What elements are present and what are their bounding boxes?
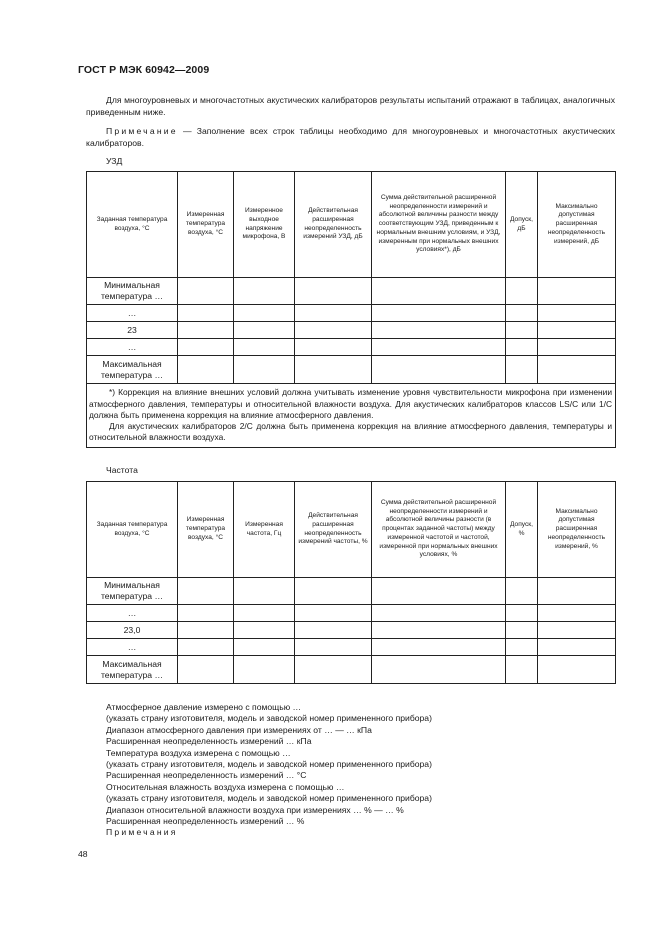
table-header-row [87,482,616,578]
row-label: 23 [87,322,178,339]
info-line: (указать страну изготовителя, модель и заводской номер примененного прибора) [106,759,432,770]
header-cell: Заданная температура воздуха, °С [87,482,178,578]
header-cell: Измеренное выходное напряжение микрофона, В [234,172,295,278]
header-cell: Измеренная частота, Гц [234,482,295,578]
info-line: Диапазон атмосферного давления при измерениях от … — … кПа [106,724,372,735]
notes-heading: Примечания [106,827,178,838]
table-row [87,622,616,639]
header-cell: Максимально допустимая расширенная неопределенность измерений, % [538,482,616,578]
info-line: Температура воздуха измерена с помощью … [106,747,291,758]
info-line: (указать страну изготовителя, модель и заводской номер примененного прибора) [106,713,432,724]
row-label: Максимальная температура … [87,356,178,384]
table-row [87,278,616,305]
row-label: … [87,605,178,622]
row-label: … [87,639,178,656]
footnote-row [87,384,616,448]
row-label: Максимальная температура … [87,656,178,684]
spl-table [86,171,616,448]
info-line: Расширенная неопределенность измерений … кПа [106,736,312,747]
header-cell: Сумма действительной расширенной неопределенности измерений и абсолютной величины разности (в процентах заданной частоты) между измеренной частотой и частотой, измеренной при нормальных внешних условиях, % [372,482,506,578]
measurement-info [106,702,626,839]
header-cell: Допуск, дБ [506,172,538,278]
info-line: Диапазон относительной влажности воздуха при измерениях … % — … % [106,804,404,815]
table2-label: Частота [106,465,138,475]
info-line: Атмосферное давление измерено с помощью … [106,702,302,712]
info-line: Расширенная неопределенность измерений … % [106,816,305,827]
info-line: Расширенная неопределенность измерений … °С [106,770,307,781]
table-row [87,339,616,356]
table-row [87,305,616,322]
intro-note [86,125,615,149]
table-row [87,605,616,622]
header-cell: Заданная температура воздуха, °С [87,172,178,278]
note-label: Примечание [106,126,178,136]
header-cell: Сумма действительной расширенной неопределенности измерений и абсолютной величины разности между соответствующим УЗД, приведенным к нормальным внешним условиям, и УЗД, измеренным при нормальных внешних условиях*), дБ [372,172,506,278]
header-cell: Измеренная температура воздуха, °С [178,482,234,578]
row-label: 23,0 [87,622,178,639]
footnote-1: *) Коррекция на влияние внешних условий должна учитывать изменение уровня чувствительности микрофона при изменении атмосферного давления, температуры и относительной влажности воздуха. Для акустических калибраторов классов LS/C или 1/C должна быть применена коррекция на влияние атмосферного давления. [89,387,612,420]
header-cell: Измеренная температура воздуха, °С [178,172,234,278]
page-title: ГОСТ Р МЭК 60942—2009 [78,64,210,76]
info-line: (указать страну изготовителя, модель и заводской номер примененного прибора) [106,793,432,804]
info-line: Относительная влажность воздуха измерена с помощью … [106,781,345,792]
header-cell: Действительная расширенная неопределенность измерений УЗД, дБ [295,172,372,278]
table-footnote [87,384,616,448]
table-row [87,322,616,339]
row-label: … [87,305,178,322]
table-row [87,578,616,605]
header-cell: Действительная расширенная неопределенность измерений частоты, % [295,482,372,578]
table1-label: УЗД [106,156,123,166]
header-cell: Максимально допустимая расширенная неопределенность измерений, дБ [538,172,616,278]
row-label: Минимальная температура … [87,278,178,305]
intro-paragraph: Для многоуровневых и многочастотных акустических калибраторов результаты испытаний отражают в таблицах, аналогичных приведенным ниже. [86,95,615,117]
frequency-table [86,481,616,684]
page-number: 48 [78,849,88,859]
table-row [87,639,616,656]
row-label: Минимальная температура … [87,578,178,605]
table-header-row [87,172,616,278]
header-cell: Допуск, % [506,482,538,578]
table-row [87,356,616,384]
note-text: — Заполнение всех строк таблицы необходимо для многоуровневых и многочастотных акустических калибраторов. [86,126,615,148]
row-label: … [87,339,178,356]
footnote-2: Для акустических калибраторов 2/С должна быть применена коррекция на влияние атмосферного давления, температуры и относительной влажности воздуха. [89,421,612,443]
table-row [87,656,616,684]
